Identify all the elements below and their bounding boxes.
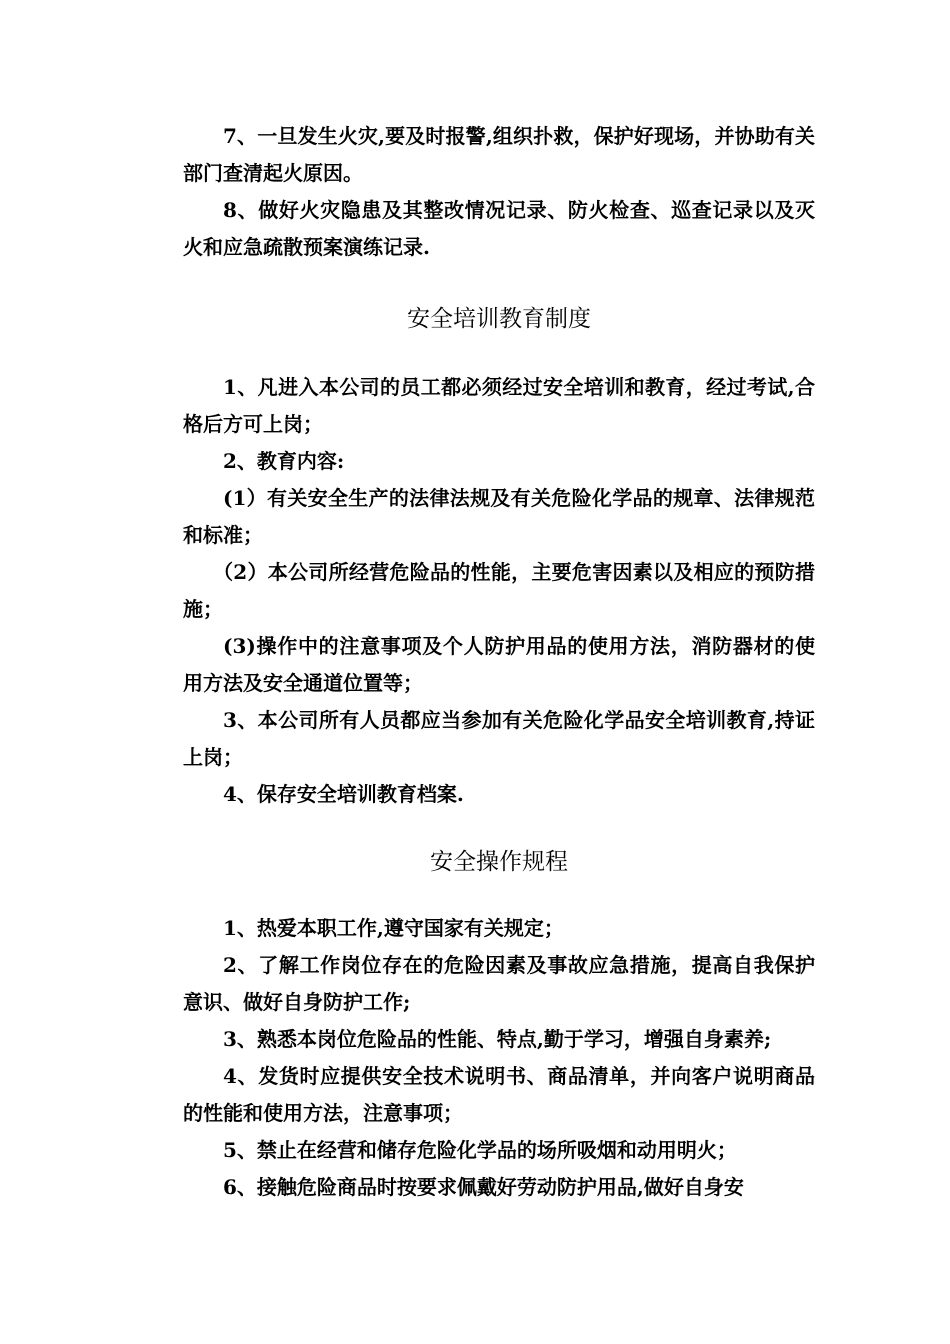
operation-item-4: 4、发货时应提供安全技术说明书、商品清单，并向客户说明商品的性能和使用方法，注意事项； [183,1064,815,1125]
training-item-2-2: （2）本公司所经营危险品的性能，主要危害因素以及相应的预防措施； [183,560,815,621]
training-item-4: 4、保存安全培训教育档案. [223,782,464,806]
operation-item-2: 2、了解工作岗位存在的危险因素及事故应急措施，提高自我保护意识、做好自身防护工作; [183,953,815,1014]
training-item-2: 2、教育内容: [223,449,345,473]
training-item-3: 3、本公司所有人员都应当参加有关危险化学品安全培训教育,持证上岗； [183,708,815,769]
fire-item-7: 7、一旦发生火灾,要及时报警,组织扑救，保护好现场，并协助有关部门查清起火原因。 [183,124,815,185]
operation-item-5: 5、禁止在经营和储存危险化学品的场所吸烟和动用明火； [223,1138,737,1162]
training-section-title: 安全培训教育制度 [407,306,591,332]
operation-item-6: 6、接触危险商品时按要求佩戴好劳动防护用品,做好自身安 [223,1175,744,1199]
fire-item-8: 8、做好火灾隐患及其整改情况记录、防火检查、巡查记录以及灭火和应急疏散预案演练记录. [183,198,815,259]
training-item-2-3: (3)操作中的注意事项及个人防护用品的使用方法，消防器材的使用方法及安全通道位置等； [183,634,815,695]
document-page [183,118,815,1206]
operation-item-3: 3、熟悉本岗位危险品的性能、特点,勤于学习，增强自身素养; [223,1027,772,1051]
operation-section-title: 安全操作规程 [430,849,568,875]
training-item-2-1: (1）有关安全生产的法律法规及有关危险化学品的规章、法律规范和标准； [183,486,815,547]
operation-item-1: 1、热爱本职工作,遵守国家有关规定； [223,916,564,940]
training-item-1: 1、凡进入本公司的员工都必须经过安全培训和教育，经过考试,合格后方可上岗； [183,375,815,436]
